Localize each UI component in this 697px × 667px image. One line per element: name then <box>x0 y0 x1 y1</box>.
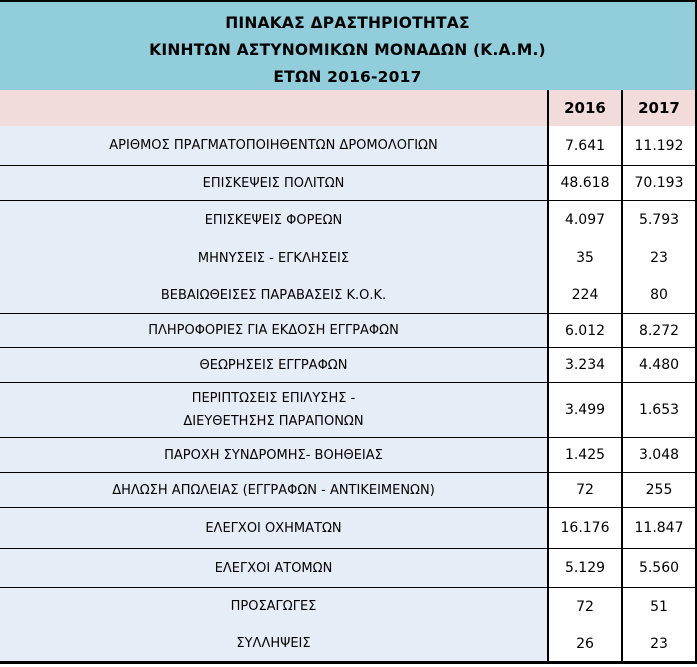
row-value-2017: 11.847 <box>621 508 695 548</box>
table-group <box>0 200 695 276</box>
row-value-2016: 6.012 <box>547 314 621 347</box>
row-label: ΠΑΡΟΧΗ ΣΥΝΔΡΟΜΗΣ- ΒΟΗΘΕΙΑΣ <box>0 438 547 472</box>
table-group <box>0 382 695 437</box>
table-row <box>0 383 695 437</box>
row-label: ΕΛΕΓΧΟΙ ΑΤΟΜΩΝ <box>0 549 547 587</box>
row-value-2017: 11.192 <box>621 126 695 165</box>
table-group <box>0 276 695 313</box>
table-group <box>0 587 695 661</box>
column-header-2017: 2017 <box>621 90 695 126</box>
title-line-1: ΠΙΝΑΚΑΣ ΔΡΑΣΤΗΡΙΟΤΗΤΑΣ <box>225 14 470 32</box>
row-value-2016: 26 <box>547 625 621 662</box>
table-row <box>0 473 695 507</box>
row-value-2016: 4.097 <box>547 201 621 239</box>
table-row <box>0 166 695 200</box>
row-value-2017: 5.560 <box>621 549 695 587</box>
table-group <box>0 437 695 472</box>
row-value-2016: 7.641 <box>547 126 621 165</box>
row-value-2016: 72 <box>547 588 621 625</box>
table-row <box>0 588 695 625</box>
table-row <box>0 201 695 239</box>
table-group <box>0 347 695 382</box>
title-line-3: ΕΤΩΝ 2016-2017 <box>273 68 422 86</box>
row-value-2017: 80 <box>621 277 695 313</box>
row-value-2017: 255 <box>621 473 695 507</box>
table-row <box>0 625 695 662</box>
row-value-2017: 5.793 <box>621 201 695 239</box>
row-value-2017: 8.272 <box>621 314 695 347</box>
column-header-2016: 2016 <box>547 90 621 126</box>
row-value-2017: 1.653 <box>621 383 695 437</box>
row-label: ΠΡΟΣΑΓΩΓΕΣ <box>0 588 547 625</box>
row-label-text: ΠΕΡΙΠΤΩΣΕΙΣ ΕΠΙΛΥΣΗΣ - ΔΙΕΥΘΕΤΗΣΗΣ ΠΑΡΑΠΟΝΩΝ <box>183 391 364 429</box>
row-label: ΕΠΙΣΚΕΨΕΙΣ ΦΟΡΕΩΝ <box>0 201 547 239</box>
table-group <box>0 507 695 548</box>
row-label: ΑΡΙΘΜΟΣ ΠΡΑΓΜΑΤΟΠΟΙΗΘΕΝΤΩΝ ΔΡΟΜΟΛΟΓΙΩΝ <box>0 126 547 165</box>
table-row <box>0 277 695 313</box>
table-group <box>0 313 695 347</box>
row-value-2016: 3.499 <box>547 383 621 437</box>
column-header-row <box>0 90 695 126</box>
row-value-2016: 72 <box>547 473 621 507</box>
row-label: ΣΥΛΛΗΨΕΙΣ <box>0 625 547 662</box>
table-title-banner <box>0 2 695 90</box>
row-value-2016: 3.234 <box>547 348 621 382</box>
table-row <box>0 126 695 165</box>
title-line-2: ΚΙΝΗΤΩΝ ΑΣΤΥΝΟΜΙΚΩΝ ΜΟΝΑΔΩΝ (Κ.Α.Μ.) <box>149 41 546 59</box>
row-value-2017: 3.048 <box>621 438 695 472</box>
table-row <box>0 239 695 277</box>
table-group <box>0 548 695 587</box>
table-row <box>0 549 695 587</box>
table-group <box>0 165 695 200</box>
row-label: ΒΕΒΑΙΩΘΕΙΣΕΣ ΠΑΡΑΒΑΣΕΙΣ Κ.Ο.Κ. <box>0 277 547 313</box>
row-value-2016: 5.129 <box>547 549 621 587</box>
row-value-2017: 23 <box>621 239 695 277</box>
row-value-2016: 224 <box>547 277 621 313</box>
table-row <box>0 314 695 347</box>
row-value-2016: 1.425 <box>547 438 621 472</box>
table-row <box>0 438 695 472</box>
row-label: ΕΠΙΣΚΕΨΕΙΣ ΠΟΛΙΤΩΝ <box>0 166 547 200</box>
table-row <box>0 348 695 382</box>
table-row <box>0 508 695 548</box>
row-value-2016: 35 <box>547 239 621 277</box>
table-group <box>0 472 695 507</box>
row-label: ΔΗΛΩΣΗ ΑΠΩΛΕΙΑΣ (ΕΓΓΡΑΦΩΝ - ΑΝΤΙΚΕΙΜΕΝΩΝ) <box>0 473 547 507</box>
row-label <box>0 383 547 437</box>
row-value-2017: 70.193 <box>621 166 695 200</box>
table-group <box>0 126 695 165</box>
row-value-2016: 48.618 <box>547 166 621 200</box>
row-label: ΕΛΕΓΧΟΙ ΟΧΗΜΑΤΩΝ <box>0 508 547 548</box>
row-value-2017: 51 <box>621 588 695 625</box>
row-value-2017: 4.480 <box>621 348 695 382</box>
row-label: ΠΛΗΡΟΦΟΡΙΕΣ ΓΙΑ ΕΚΔΟΣΗ ΕΓΓΡΑΦΩΝ <box>0 314 547 347</box>
row-label: ΜΗΝΥΣΕΙΣ - ΕΓΚΛΗΣΕΙΣ <box>0 239 547 277</box>
column-header-empty <box>0 90 547 126</box>
row-label: ΘΕΩΡΗΣΕΙΣ ΕΓΓΡΑΦΩΝ <box>0 348 547 382</box>
row-value-2016: 16.176 <box>547 508 621 548</box>
row-value-2017: 23 <box>621 625 695 662</box>
